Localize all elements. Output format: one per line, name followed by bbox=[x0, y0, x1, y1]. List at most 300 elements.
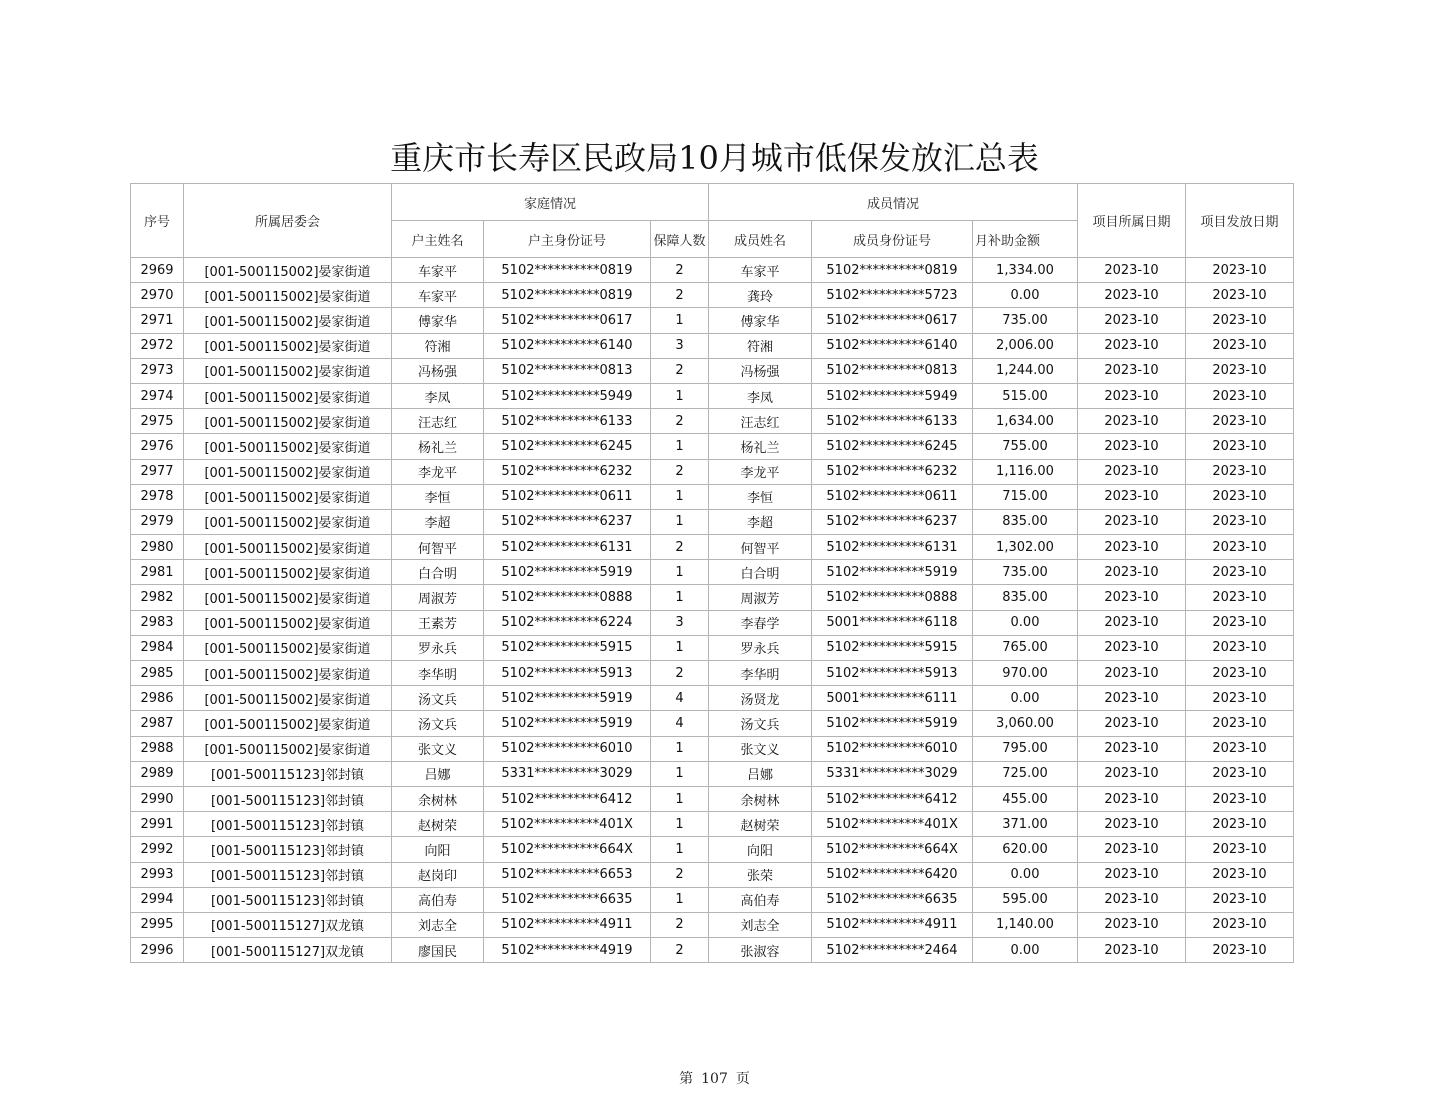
cell-project-date: 2023-10 bbox=[1078, 383, 1186, 408]
cell-covered-count: 1 bbox=[651, 761, 709, 786]
header-member-group: 成员情况 bbox=[709, 184, 1078, 221]
cell-project-date: 2023-10 bbox=[1078, 786, 1186, 811]
cell-seq: 2976 bbox=[131, 434, 184, 459]
cell-project-date: 2023-10 bbox=[1078, 711, 1186, 736]
cell-committee: [001-500115002]晏家街道 bbox=[184, 459, 392, 484]
cell-covered-count: 1 bbox=[651, 887, 709, 912]
cell-project-date: 2023-10 bbox=[1078, 358, 1186, 383]
cell-member-name: 刘志全 bbox=[709, 912, 812, 937]
cell-issue-date: 2023-10 bbox=[1186, 938, 1294, 963]
table-row bbox=[131, 786, 1294, 811]
cell-head-id: 5102**********6131 bbox=[484, 535, 651, 560]
cell-committee: [001-500115002]晏家街道 bbox=[184, 283, 392, 308]
cell-covered-count: 4 bbox=[651, 711, 709, 736]
cell-covered-count: 1 bbox=[651, 837, 709, 862]
cell-issue-date: 2023-10 bbox=[1186, 560, 1294, 585]
page-prefix: 第 bbox=[679, 1071, 694, 1087]
cell-project-date: 2023-10 bbox=[1078, 459, 1186, 484]
cell-issue-date: 2023-10 bbox=[1186, 434, 1294, 459]
cell-seq: 2975 bbox=[131, 409, 184, 434]
cell-covered-count: 2 bbox=[651, 409, 709, 434]
cell-head-name: 傅家华 bbox=[392, 308, 484, 333]
cell-seq: 2978 bbox=[131, 484, 184, 509]
cell-head-name: 李华明 bbox=[392, 661, 484, 686]
cell-project-date: 2023-10 bbox=[1078, 812, 1186, 837]
cell-covered-count: 2 bbox=[651, 459, 709, 484]
cell-head-id: 5102**********5919 bbox=[484, 686, 651, 711]
cell-committee: [001-500115002]晏家街道 bbox=[184, 686, 392, 711]
cell-monthly-subsidy: 970.00 bbox=[973, 661, 1078, 686]
cell-covered-count: 2 bbox=[651, 535, 709, 560]
cell-member-name: 高伯寿 bbox=[709, 887, 812, 912]
cell-monthly-subsidy: 1,140.00 bbox=[973, 912, 1078, 937]
table-row bbox=[131, 535, 1294, 560]
cell-issue-date: 2023-10 bbox=[1186, 786, 1294, 811]
cell-member-id: 5102**********2464 bbox=[812, 938, 973, 963]
cell-project-date: 2023-10 bbox=[1078, 938, 1186, 963]
cell-covered-count: 2 bbox=[651, 862, 709, 887]
cell-head-id: 5102**********6237 bbox=[484, 509, 651, 534]
cell-covered-count: 1 bbox=[651, 434, 709, 459]
cell-monthly-subsidy: 595.00 bbox=[973, 887, 1078, 912]
cell-head-name: 吕娜 bbox=[392, 761, 484, 786]
cell-member-id: 5102**********5919 bbox=[812, 560, 973, 585]
header-head-id: 户主身份证号 bbox=[484, 221, 651, 258]
cell-issue-date: 2023-10 bbox=[1186, 635, 1294, 660]
cell-covered-count: 1 bbox=[651, 635, 709, 660]
cell-issue-date: 2023-10 bbox=[1186, 509, 1294, 534]
cell-committee: [001-500115002]晏家街道 bbox=[184, 736, 392, 761]
cell-monthly-subsidy: 725.00 bbox=[973, 761, 1078, 786]
table-row bbox=[131, 258, 1294, 283]
table-row bbox=[131, 484, 1294, 509]
subsidy-table bbox=[130, 183, 1294, 963]
cell-member-name: 李恒 bbox=[709, 484, 812, 509]
cell-project-date: 2023-10 bbox=[1078, 736, 1186, 761]
cell-project-date: 2023-10 bbox=[1078, 635, 1186, 660]
header-monthly-subsidy: 月补助金额 bbox=[973, 221, 1078, 258]
cell-member-id: 5102**********5949 bbox=[812, 383, 973, 408]
cell-committee: [001-500115002]晏家街道 bbox=[184, 635, 392, 660]
header-family-group: 家庭情况 bbox=[392, 184, 709, 221]
cell-committee: [001-500115002]晏家街道 bbox=[184, 610, 392, 635]
cell-monthly-subsidy: 1,244.00 bbox=[973, 358, 1078, 383]
cell-seq: 2995 bbox=[131, 912, 184, 937]
cell-member-id: 5102**********5915 bbox=[812, 635, 973, 660]
cell-issue-date: 2023-10 bbox=[1186, 912, 1294, 937]
cell-member-name: 白合明 bbox=[709, 560, 812, 585]
header-project-date: 项目所属日期 bbox=[1078, 184, 1186, 258]
cell-committee: [001-500115123]邻封镇 bbox=[184, 786, 392, 811]
cell-committee: [001-500115002]晏家街道 bbox=[184, 434, 392, 459]
cell-committee: [001-500115123]邻封镇 bbox=[184, 812, 392, 837]
table-row bbox=[131, 736, 1294, 761]
cell-member-name: 张文义 bbox=[709, 736, 812, 761]
cell-head-name: 李龙平 bbox=[392, 459, 484, 484]
table-row bbox=[131, 812, 1294, 837]
cell-committee: [001-500115002]晏家街道 bbox=[184, 509, 392, 534]
cell-covered-count: 1 bbox=[651, 585, 709, 610]
table-row bbox=[131, 459, 1294, 484]
header-seq: 序号 bbox=[131, 184, 184, 258]
cell-monthly-subsidy: 515.00 bbox=[973, 383, 1078, 408]
cell-committee: [001-500115002]晏家街道 bbox=[184, 409, 392, 434]
cell-covered-count: 1 bbox=[651, 736, 709, 761]
cell-member-id: 5102**********6245 bbox=[812, 434, 973, 459]
cell-covered-count: 3 bbox=[651, 610, 709, 635]
cell-project-date: 2023-10 bbox=[1078, 912, 1186, 937]
cell-head-name: 赵岗印 bbox=[392, 862, 484, 887]
cell-member-id: 5102**********5913 bbox=[812, 661, 973, 686]
cell-issue-date: 2023-10 bbox=[1186, 535, 1294, 560]
cell-head-id: 5102**********0819 bbox=[484, 258, 651, 283]
cell-head-id: 5102**********5919 bbox=[484, 711, 651, 736]
cell-head-name: 李凤 bbox=[392, 383, 484, 408]
cell-issue-date: 2023-10 bbox=[1186, 484, 1294, 509]
table-row bbox=[131, 409, 1294, 434]
cell-covered-count: 2 bbox=[651, 661, 709, 686]
cell-project-date: 2023-10 bbox=[1078, 862, 1186, 887]
cell-covered-count: 1 bbox=[651, 509, 709, 534]
cell-seq: 2971 bbox=[131, 308, 184, 333]
cell-monthly-subsidy: 371.00 bbox=[973, 812, 1078, 837]
cell-member-name: 傅家华 bbox=[709, 308, 812, 333]
cell-seq: 2985 bbox=[131, 661, 184, 686]
page-number: 107 bbox=[701, 1071, 728, 1087]
cell-head-name: 余树林 bbox=[392, 786, 484, 811]
cell-monthly-subsidy: 715.00 bbox=[973, 484, 1078, 509]
cell-issue-date: 2023-10 bbox=[1186, 383, 1294, 408]
cell-head-id: 5102**********6133 bbox=[484, 409, 651, 434]
cell-seq: 2982 bbox=[131, 585, 184, 610]
cell-head-name: 符湘 bbox=[392, 333, 484, 358]
table-row bbox=[131, 509, 1294, 534]
cell-head-name: 车家平 bbox=[392, 283, 484, 308]
header-head-name: 户主姓名 bbox=[392, 221, 484, 258]
cell-seq: 2988 bbox=[131, 736, 184, 761]
cell-head-name: 高伯寿 bbox=[392, 887, 484, 912]
cell-issue-date: 2023-10 bbox=[1186, 711, 1294, 736]
cell-head-name: 张文义 bbox=[392, 736, 484, 761]
cell-covered-count: 1 bbox=[651, 786, 709, 811]
cell-head-id: 5102**********0888 bbox=[484, 585, 651, 610]
cell-member-id: 5102**********4911 bbox=[812, 912, 973, 937]
cell-head-name: 李超 bbox=[392, 509, 484, 534]
cell-member-id: 5001**********6111 bbox=[812, 686, 973, 711]
cell-committee: [001-500115123]邻封镇 bbox=[184, 887, 392, 912]
cell-seq: 2977 bbox=[131, 459, 184, 484]
cell-seq: 2987 bbox=[131, 711, 184, 736]
cell-project-date: 2023-10 bbox=[1078, 535, 1186, 560]
cell-committee: [001-500115123]邻封镇 bbox=[184, 837, 392, 862]
cell-monthly-subsidy: 755.00 bbox=[973, 434, 1078, 459]
cell-covered-count: 2 bbox=[651, 912, 709, 937]
table-row bbox=[131, 358, 1294, 383]
cell-member-name: 冯杨强 bbox=[709, 358, 812, 383]
cell-seq: 2973 bbox=[131, 358, 184, 383]
cell-covered-count: 2 bbox=[651, 283, 709, 308]
header-member-id: 成员身份证号 bbox=[812, 221, 973, 258]
page-title: 重庆市长寿区民政局10月城市低保发放汇总表 bbox=[390, 139, 1039, 177]
table-row bbox=[131, 912, 1294, 937]
cell-head-id: 5331**********3029 bbox=[484, 761, 651, 786]
cell-member-name: 汤文兵 bbox=[709, 711, 812, 736]
cell-seq: 2991 bbox=[131, 812, 184, 837]
cell-member-name: 杨礼兰 bbox=[709, 434, 812, 459]
cell-member-id: 5102**********6635 bbox=[812, 887, 973, 912]
cell-committee: [001-500115002]晏家街道 bbox=[184, 535, 392, 560]
cell-head-id: 5102**********6232 bbox=[484, 459, 651, 484]
table-row bbox=[131, 711, 1294, 736]
page-footer bbox=[0, 1068, 1429, 1088]
cell-covered-count: 1 bbox=[651, 812, 709, 837]
cell-head-id: 5102**********0813 bbox=[484, 358, 651, 383]
cell-member-name: 李春学 bbox=[709, 610, 812, 635]
cell-member-id: 5102**********0617 bbox=[812, 308, 973, 333]
cell-member-id: 5102**********6420 bbox=[812, 862, 973, 887]
page-suffix: 页 bbox=[735, 1071, 750, 1087]
cell-monthly-subsidy: 735.00 bbox=[973, 308, 1078, 333]
header-member-name: 成员姓名 bbox=[709, 221, 812, 258]
cell-project-date: 2023-10 bbox=[1078, 585, 1186, 610]
cell-committee: [001-500115002]晏家街道 bbox=[184, 585, 392, 610]
cell-seq: 2981 bbox=[131, 560, 184, 585]
cell-head-name: 何智平 bbox=[392, 535, 484, 560]
cell-project-date: 2023-10 bbox=[1078, 258, 1186, 283]
cell-member-id: 5102**********6232 bbox=[812, 459, 973, 484]
cell-head-name: 王素芳 bbox=[392, 610, 484, 635]
table-row bbox=[131, 887, 1294, 912]
cell-monthly-subsidy: 0.00 bbox=[973, 862, 1078, 887]
cell-member-id: 5102**********5919 bbox=[812, 711, 973, 736]
cell-issue-date: 2023-10 bbox=[1186, 459, 1294, 484]
cell-seq: 2980 bbox=[131, 535, 184, 560]
cell-head-id: 5102**********6653 bbox=[484, 862, 651, 887]
table-body bbox=[131, 258, 1294, 963]
cell-head-name: 冯杨强 bbox=[392, 358, 484, 383]
cell-issue-date: 2023-10 bbox=[1186, 333, 1294, 358]
cell-head-name: 向阳 bbox=[392, 837, 484, 862]
cell-member-name: 张荣 bbox=[709, 862, 812, 887]
cell-head-id: 5102**********5913 bbox=[484, 661, 651, 686]
cell-project-date: 2023-10 bbox=[1078, 283, 1186, 308]
cell-head-id: 5102**********4919 bbox=[484, 938, 651, 963]
cell-member-name: 何智平 bbox=[709, 535, 812, 560]
table-row bbox=[131, 635, 1294, 660]
cell-member-id: 5102**********0888 bbox=[812, 585, 973, 610]
cell-head-name: 罗永兵 bbox=[392, 635, 484, 660]
cell-issue-date: 2023-10 bbox=[1186, 308, 1294, 333]
cell-committee: [001-500115002]晏家街道 bbox=[184, 560, 392, 585]
cell-committee: [001-500115002]晏家街道 bbox=[184, 258, 392, 283]
cell-member-id: 5102**********664X bbox=[812, 837, 973, 862]
cell-member-id: 5102**********401X bbox=[812, 812, 973, 837]
cell-monthly-subsidy: 0.00 bbox=[973, 610, 1078, 635]
cell-monthly-subsidy: 455.00 bbox=[973, 786, 1078, 811]
cell-issue-date: 2023-10 bbox=[1186, 736, 1294, 761]
cell-member-id: 5102**********6412 bbox=[812, 786, 973, 811]
cell-covered-count: 2 bbox=[651, 358, 709, 383]
cell-issue-date: 2023-10 bbox=[1186, 887, 1294, 912]
cell-member-name: 李华明 bbox=[709, 661, 812, 686]
cell-committee: [001-500115002]晏家街道 bbox=[184, 308, 392, 333]
cell-head-name: 周淑芳 bbox=[392, 585, 484, 610]
cell-project-date: 2023-10 bbox=[1078, 484, 1186, 509]
table-row bbox=[131, 383, 1294, 408]
cell-member-name: 罗永兵 bbox=[709, 635, 812, 660]
cell-member-name: 龚玲 bbox=[709, 283, 812, 308]
cell-issue-date: 2023-10 bbox=[1186, 358, 1294, 383]
cell-head-name: 汤文兵 bbox=[392, 686, 484, 711]
cell-member-name: 周淑芳 bbox=[709, 585, 812, 610]
cell-monthly-subsidy: 1,302.00 bbox=[973, 535, 1078, 560]
cell-member-id: 5102**********0819 bbox=[812, 258, 973, 283]
cell-issue-date: 2023-10 bbox=[1186, 862, 1294, 887]
cell-member-name: 符湘 bbox=[709, 333, 812, 358]
table-row bbox=[131, 585, 1294, 610]
cell-project-date: 2023-10 bbox=[1078, 661, 1186, 686]
cell-seq: 2979 bbox=[131, 509, 184, 534]
cell-issue-date: 2023-10 bbox=[1186, 258, 1294, 283]
cell-covered-count: 1 bbox=[651, 308, 709, 333]
cell-monthly-subsidy: 0.00 bbox=[973, 283, 1078, 308]
cell-member-id: 5102**********0611 bbox=[812, 484, 973, 509]
cell-seq: 2986 bbox=[131, 686, 184, 711]
cell-seq: 2983 bbox=[131, 610, 184, 635]
cell-head-name: 廖国民 bbox=[392, 938, 484, 963]
table-row bbox=[131, 761, 1294, 786]
cell-member-id: 5102**********5723 bbox=[812, 283, 973, 308]
cell-head-id: 5102**********0819 bbox=[484, 283, 651, 308]
cell-head-id: 5102**********6635 bbox=[484, 887, 651, 912]
cell-head-name: 汪志红 bbox=[392, 409, 484, 434]
cell-monthly-subsidy: 1,634.00 bbox=[973, 409, 1078, 434]
cell-issue-date: 2023-10 bbox=[1186, 283, 1294, 308]
cell-covered-count: 4 bbox=[651, 686, 709, 711]
cell-member-id: 5001**********6118 bbox=[812, 610, 973, 635]
cell-member-name: 李龙平 bbox=[709, 459, 812, 484]
cell-seq: 2970 bbox=[131, 283, 184, 308]
cell-seq: 2969 bbox=[131, 258, 184, 283]
cell-monthly-subsidy: 835.00 bbox=[973, 509, 1078, 534]
cell-issue-date: 2023-10 bbox=[1186, 610, 1294, 635]
cell-seq: 2993 bbox=[131, 862, 184, 887]
cell-covered-count: 3 bbox=[651, 333, 709, 358]
header-committee: 所属居委会 bbox=[184, 184, 392, 258]
cell-monthly-subsidy: 765.00 bbox=[973, 635, 1078, 660]
header-issue-date: 项目发放日期 bbox=[1186, 184, 1294, 258]
cell-monthly-subsidy: 835.00 bbox=[973, 585, 1078, 610]
cell-seq: 2996 bbox=[131, 938, 184, 963]
cell-committee: [001-500115127]双龙镇 bbox=[184, 938, 392, 963]
cell-seq: 2974 bbox=[131, 383, 184, 408]
table-row bbox=[131, 661, 1294, 686]
cell-project-date: 2023-10 bbox=[1078, 560, 1186, 585]
cell-member-name: 赵树荣 bbox=[709, 812, 812, 837]
cell-issue-date: 2023-10 bbox=[1186, 661, 1294, 686]
cell-committee: [001-500115123]邻封镇 bbox=[184, 862, 392, 887]
table-row bbox=[131, 862, 1294, 887]
cell-head-id: 5102**********0611 bbox=[484, 484, 651, 509]
table-row bbox=[131, 333, 1294, 358]
cell-project-date: 2023-10 bbox=[1078, 686, 1186, 711]
cell-member-name: 吕娜 bbox=[709, 761, 812, 786]
header-covered-count: 保障人数 bbox=[651, 221, 709, 258]
cell-issue-date: 2023-10 bbox=[1186, 812, 1294, 837]
cell-member-name: 李超 bbox=[709, 509, 812, 534]
cell-member-name: 汤贤龙 bbox=[709, 686, 812, 711]
cell-head-id: 5102**********664X bbox=[484, 837, 651, 862]
table-row bbox=[131, 686, 1294, 711]
table-row bbox=[131, 308, 1294, 333]
cell-head-name: 李恒 bbox=[392, 484, 484, 509]
cell-seq: 2972 bbox=[131, 333, 184, 358]
cell-monthly-subsidy: 3,060.00 bbox=[973, 711, 1078, 736]
cell-head-id: 5102**********5915 bbox=[484, 635, 651, 660]
cell-committee: [001-500115002]晏家街道 bbox=[184, 383, 392, 408]
cell-monthly-subsidy: 795.00 bbox=[973, 736, 1078, 761]
cell-project-date: 2023-10 bbox=[1078, 887, 1186, 912]
cell-monthly-subsidy: 620.00 bbox=[973, 837, 1078, 862]
cell-committee: [001-500115002]晏家街道 bbox=[184, 333, 392, 358]
cell-member-id: 5102**********6010 bbox=[812, 736, 973, 761]
cell-head-id: 5102**********401X bbox=[484, 812, 651, 837]
cell-project-date: 2023-10 bbox=[1078, 761, 1186, 786]
cell-committee: [001-500115123]邻封镇 bbox=[184, 761, 392, 786]
table-header bbox=[131, 184, 1294, 258]
cell-head-id: 5102**********6140 bbox=[484, 333, 651, 358]
cell-member-id: 5102**********6133 bbox=[812, 409, 973, 434]
cell-member-id: 5331**********3029 bbox=[812, 761, 973, 786]
cell-head-id: 5102**********4911 bbox=[484, 912, 651, 937]
cell-member-name: 余树林 bbox=[709, 786, 812, 811]
cell-seq: 2984 bbox=[131, 635, 184, 660]
cell-seq: 2992 bbox=[131, 837, 184, 862]
cell-head-id: 5102**********5919 bbox=[484, 560, 651, 585]
cell-covered-count: 2 bbox=[651, 258, 709, 283]
cell-covered-count: 1 bbox=[651, 484, 709, 509]
cell-issue-date: 2023-10 bbox=[1186, 837, 1294, 862]
cell-committee: [001-500115002]晏家街道 bbox=[184, 711, 392, 736]
cell-member-name: 车家平 bbox=[709, 258, 812, 283]
cell-seq: 2990 bbox=[131, 786, 184, 811]
cell-head-name: 刘志全 bbox=[392, 912, 484, 937]
cell-covered-count: 1 bbox=[651, 560, 709, 585]
cell-monthly-subsidy: 1,116.00 bbox=[973, 459, 1078, 484]
cell-covered-count: 1 bbox=[651, 383, 709, 408]
cell-committee: [001-500115127]双龙镇 bbox=[184, 912, 392, 937]
cell-member-id: 5102**********6131 bbox=[812, 535, 973, 560]
table-row bbox=[131, 837, 1294, 862]
table-row bbox=[131, 560, 1294, 585]
cell-monthly-subsidy: 1,334.00 bbox=[973, 258, 1078, 283]
cell-project-date: 2023-10 bbox=[1078, 333, 1186, 358]
cell-committee: [001-500115002]晏家街道 bbox=[184, 484, 392, 509]
cell-seq: 2994 bbox=[131, 887, 184, 912]
cell-head-id: 5102**********6245 bbox=[484, 434, 651, 459]
cell-issue-date: 2023-10 bbox=[1186, 686, 1294, 711]
cell-covered-count: 2 bbox=[651, 938, 709, 963]
cell-member-id: 5102**********6140 bbox=[812, 333, 973, 358]
cell-head-name: 赵树荣 bbox=[392, 812, 484, 837]
cell-member-id: 5102**********6237 bbox=[812, 509, 973, 534]
cell-project-date: 2023-10 bbox=[1078, 434, 1186, 459]
table-row bbox=[131, 434, 1294, 459]
cell-monthly-subsidy: 0.00 bbox=[973, 938, 1078, 963]
cell-head-id: 5102**********6224 bbox=[484, 610, 651, 635]
table-row bbox=[131, 283, 1294, 308]
cell-project-date: 2023-10 bbox=[1078, 509, 1186, 534]
